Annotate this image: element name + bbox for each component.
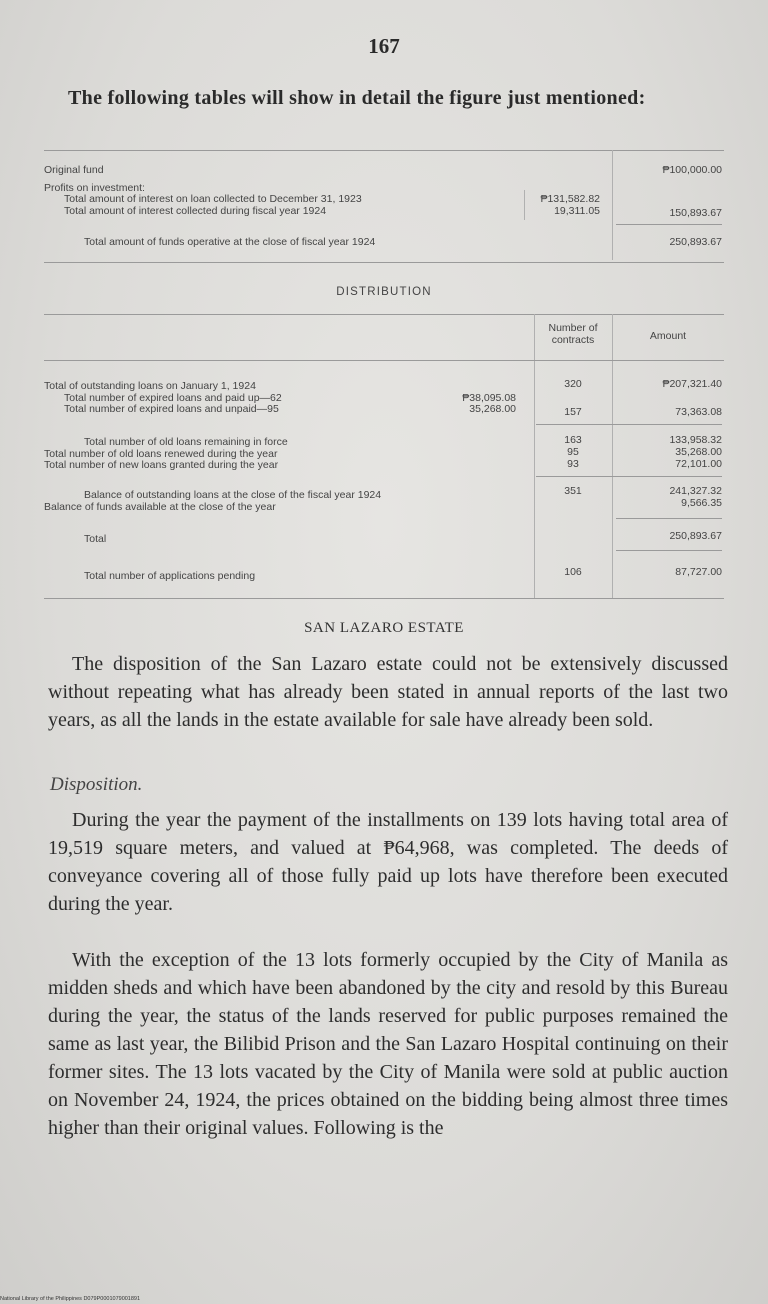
dist-row-amount: 250,893.67 <box>669 530 722 542</box>
column-divider <box>612 150 613 260</box>
dist-row-label: Total number of old loans remaining in force <box>84 436 288 448</box>
dist-row-amount: 241,327.32 <box>669 485 722 497</box>
dist-row-contracts: 95 <box>567 446 579 458</box>
dist-row-amount: 9,566.35 <box>681 497 722 509</box>
dist-row-label: Total <box>84 533 107 545</box>
dist-row-contracts: 351 <box>564 485 582 497</box>
column-divider <box>534 314 535 598</box>
dist-row-amount: 133,958.32 <box>669 434 722 446</box>
sum-rule <box>536 424 722 425</box>
section-title: SAN LAZARO ESTATE <box>304 620 464 636</box>
dist-row-label: Total number of applications pending <box>84 570 256 582</box>
dist-row-amount: 35,268.00 <box>675 446 722 458</box>
paragraph-2 <box>48 806 728 918</box>
table-rule <box>44 314 724 315</box>
dist-row-label: Total of outstanding loans on January 1, 1924 <box>44 380 256 392</box>
fund-row-value: ₱131,582.82 <box>540 193 600 205</box>
dist-row-label: Balance of funds available at the close of the year <box>44 501 276 513</box>
page-number: 167 <box>368 34 400 58</box>
paragraph-text: During the year the payment of the installments on 139 lots having total area of 19,519 square meters, and valued at ₱64,968, was completed. The deeds of conveyance covering all of those fully paid up lots have therefore been executed during the year. <box>48 809 728 915</box>
dist-row-amount: 72,101.00 <box>675 458 722 470</box>
table-rule <box>44 360 724 361</box>
header-contracts: Number of contracts <box>548 322 598 346</box>
fund-row-label: Total amount of interest collected during fiscal year 1924 <box>64 205 327 217</box>
paragraph-text: With the exception of the 13 lots formerly occupied by the City of Manila as midden sheds and which have been abandoned by the city and resold by this Bureau during the year, the status of the lands reserved for public purposes remained the same as last year, the Bilibid Prison and the San Lazaro Hospital continuing on their former sites. The 13 lots vacated by the City of Manila were sold at public auction on November 24, 1924, the prices obtained on the bidding being almost three times higher than their original values. Following is the <box>48 949 728 1139</box>
dist-row-contracts: 93 <box>567 458 579 470</box>
fund-row-label: Total amount of interest on loan collected to December 31, 1923 <box>64 193 362 205</box>
table-rule <box>44 150 724 151</box>
distribution-title: DISTRIBUTION <box>336 286 432 298</box>
column-divider <box>612 314 613 598</box>
subheading-disposition: Disposition. <box>50 774 143 795</box>
dist-row-label: Total number of expired loans and paid up—62 <box>64 392 282 404</box>
footer-source: National Library of the Philippines D079P0001079001891 <box>0 1296 141 1302</box>
sum-rule <box>616 224 722 225</box>
paragraph-3 <box>48 946 728 1142</box>
fund-row-label: Total amount of funds operative at the close of fiscal year 1924 <box>84 236 376 248</box>
dist-row-label: Total number of old loans renewed during the year <box>44 448 278 460</box>
sum-rule <box>616 550 722 551</box>
header-amount: Amount <box>649 330 687 342</box>
dist-row-amount: 73,363.08 <box>675 406 722 418</box>
dist-row-contracts: 320 <box>564 378 582 390</box>
table-rule <box>44 598 724 599</box>
fund-row-total: 250,893.67 <box>669 236 722 248</box>
dist-row-sub: 35,268.00 <box>469 403 516 415</box>
dist-row-contracts: 106 <box>564 566 582 578</box>
table-rule <box>44 262 724 263</box>
fund-row-label: Original fund <box>44 164 104 176</box>
dist-row-label: Total number of new loans granted during the year <box>44 459 279 471</box>
dist-row-label: Total number of expired loans and unpaid—95 <box>64 403 279 415</box>
intro-paragraph: The following tables will show in detail the figure just mentioned: <box>68 87 646 109</box>
sum-rule <box>536 476 722 477</box>
dist-row-amount: ₱207,321.40 <box>662 378 722 390</box>
dist-row-sub: ₱38,095.08 <box>462 392 516 404</box>
fund-row-value: 19,311.05 <box>554 205 600 217</box>
fund-row-label: Profits on investment: <box>44 182 145 194</box>
dist-row-contracts: 163 <box>564 434 582 446</box>
sum-rule <box>616 518 722 519</box>
paragraph-text: The disposition of the San Lazaro estate could not be extensively discussed without repeating what has already been stated in annual reports of the last two years, as all the lands in the estate available for sale have already been sold. <box>48 653 728 731</box>
fund-row-total: 150,893.67 <box>669 207 722 219</box>
dist-row-contracts: 157 <box>564 406 582 418</box>
dist-row-amount: 87,727.00 <box>675 566 722 578</box>
fund-row-total: ₱100,000.00 <box>662 164 722 176</box>
dist-row-label: Balance of outstanding loans at the close of the fiscal year 1924 <box>84 489 382 501</box>
paragraph-1 <box>48 650 728 734</box>
